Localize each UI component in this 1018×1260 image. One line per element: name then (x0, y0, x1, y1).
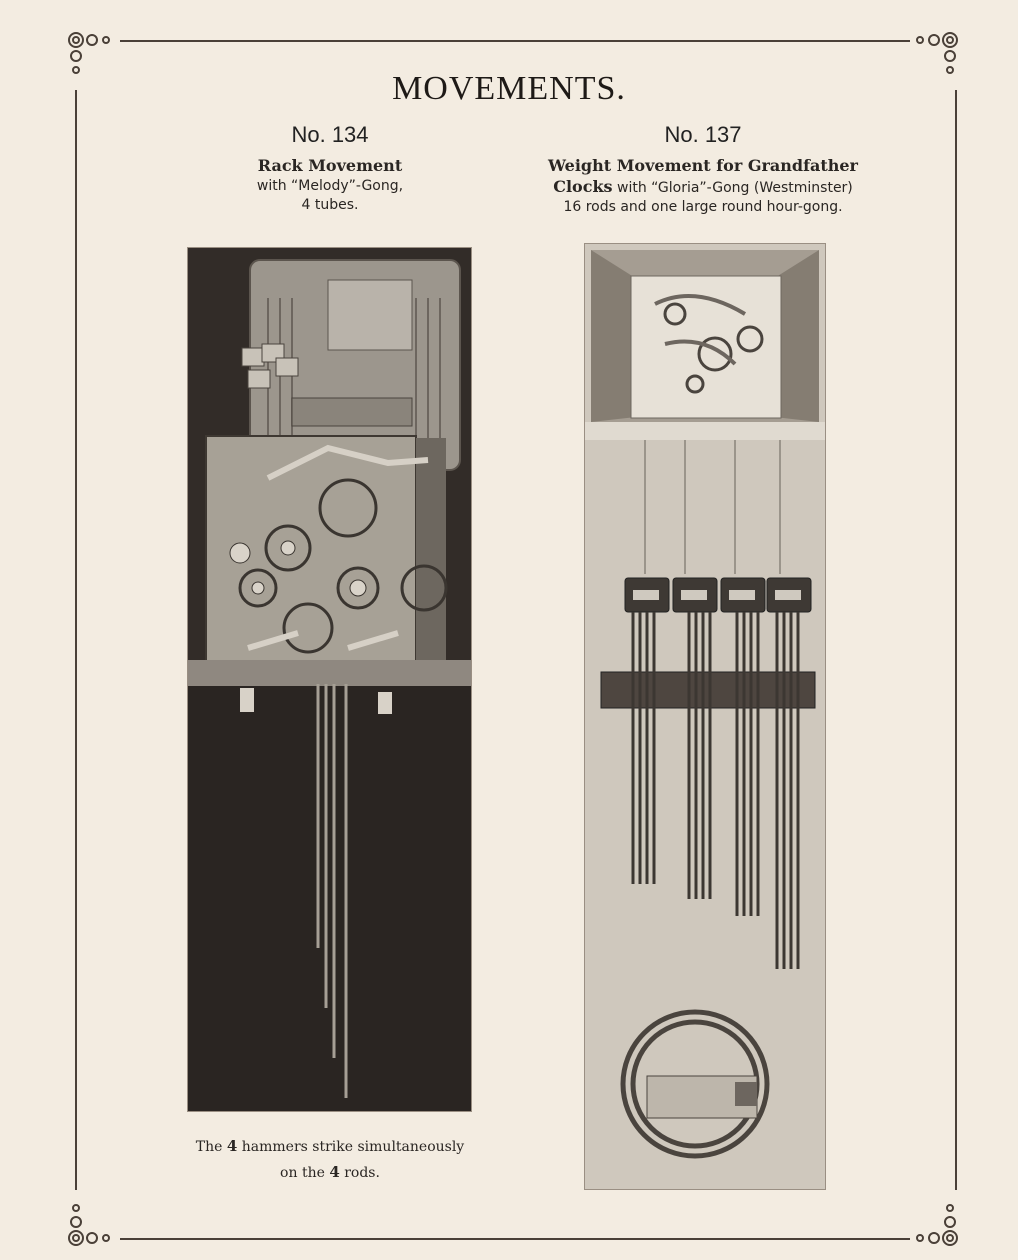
left-description (200, 156, 460, 215)
grandfather-movement-photo (584, 243, 826, 1190)
caption-text-4: rods. (339, 1165, 380, 1181)
left-line1: with “Melody”-Gong, (256, 178, 404, 194)
border-right (955, 90, 957, 1190)
left-header (200, 122, 460, 215)
border-top (120, 40, 910, 42)
right-line2: 16 rods and one large round hour-gong. (563, 199, 843, 215)
border-bottom (120, 1238, 910, 1240)
left-model-number: No. 134 (291, 122, 369, 147)
right-heading: Weight Movement for Grandfather (548, 156, 858, 175)
left-line2: 4 tubes. (301, 197, 359, 213)
caption-text-3: on the (280, 1165, 330, 1181)
border-left (75, 90, 77, 1190)
left-heading: Rack Movement (257, 156, 403, 175)
right-header (508, 122, 898, 217)
right-line1-rest: with “Gloria”-Gong (Westminster) (612, 180, 853, 196)
right-model-number: No. 137 (664, 122, 742, 147)
rack-movement-photo (187, 247, 472, 1112)
caption-text-2: hammers strike simultaneously (237, 1139, 465, 1155)
caption-number-1: 4 (226, 1137, 238, 1155)
caption-text-1: The (195, 1139, 227, 1155)
page-title: MOVEMENTS. (392, 70, 626, 107)
left-caption (160, 1134, 500, 1186)
right-description (508, 156, 898, 217)
corner-ornament-bottom-right-icon (906, 1196, 962, 1252)
right-line1-bold: Clocks (553, 177, 613, 196)
corner-ornament-bottom-left-icon (64, 1196, 120, 1252)
caption-number-2: 4 (329, 1163, 340, 1181)
